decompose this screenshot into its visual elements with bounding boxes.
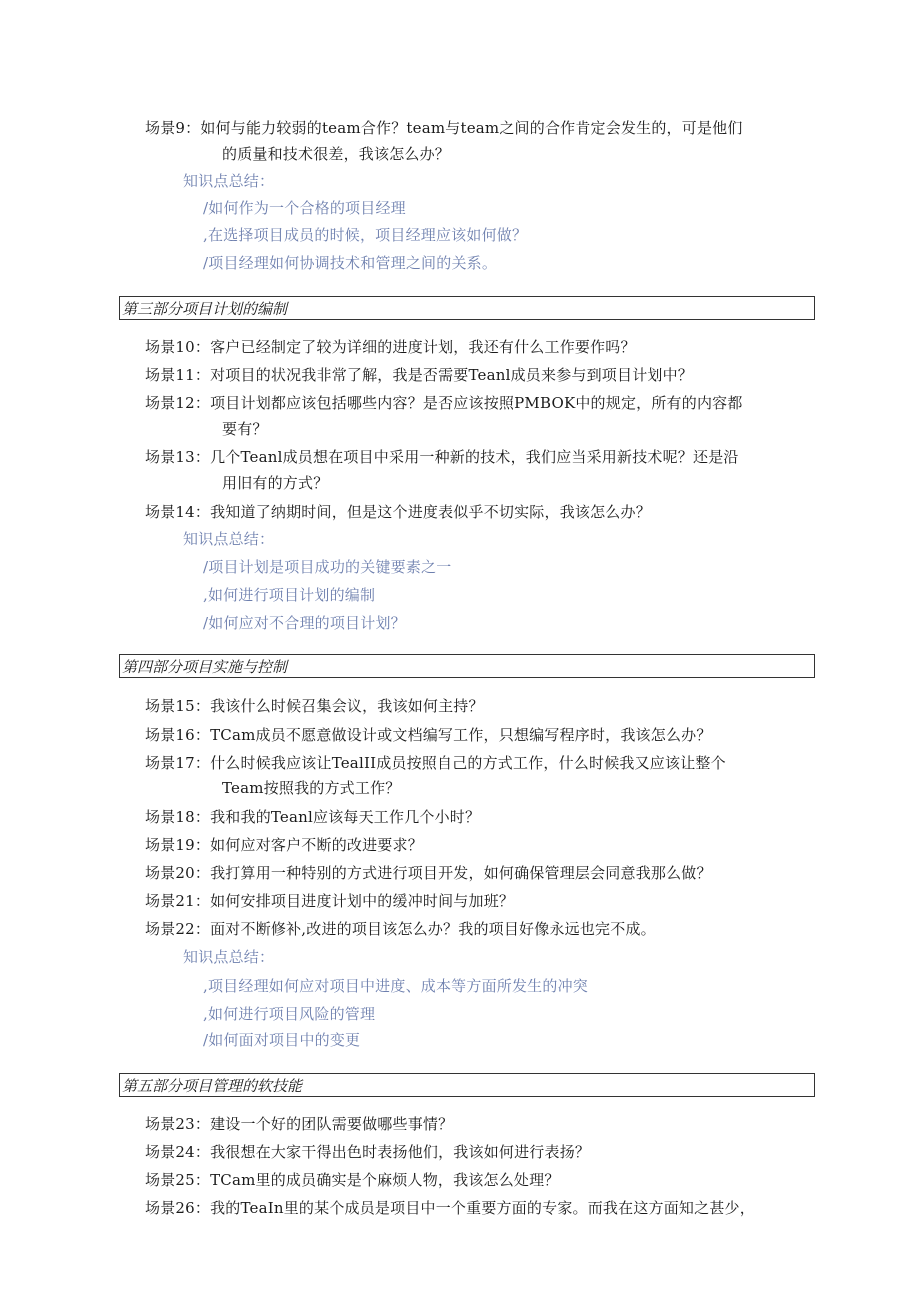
- scene-16: 场景16：TCam成员不愿意做设计或文档编写工作，只想编写程序时，我该怎么办？: [145, 726, 712, 744]
- scene-23: 场景23：建设一个好的团队需要做哪些事情？: [145, 1115, 454, 1133]
- scene-14: 场景14：我知道了纳期时间，但是这个进度表似乎不切实际，我该怎么办？: [145, 503, 651, 521]
- scene-12-line-1: 场景12：项目计划都应该包括哪些内容？是否应该按照PMBOK中的规定，所有的内容都: [145, 394, 743, 412]
- knowledge-point: /项目经理如何协调技术和管理之间的关系。: [203, 254, 498, 272]
- knowledge-summary-heading: 知识点总结：: [183, 948, 275, 966]
- scene-21: 场景21：如何安排项目进度计划中的缓冲时间与加班？: [145, 892, 515, 910]
- scene-15: 场景15：我该什么时候召集会议，我该如何主持？: [145, 697, 484, 715]
- section-heading-part-5: 第五部分项目管理的软技能: [119, 1073, 815, 1097]
- knowledge-point: /如何作为一个合格的项目经理: [203, 199, 406, 217]
- section-heading-part-4: 第四部分项目实施与控制: [119, 654, 815, 678]
- scene-19: 场景19：如何应对客户不断的改进要求？: [145, 836, 423, 854]
- knowledge-point: ,如何进行项目风险的管理: [203, 1005, 376, 1023]
- scene-18: 场景18：我和我的Teanl应该每天工作几个小时？: [145, 808, 481, 826]
- scene-9-line-1: 场景9：如何与能力较弱的team合作？team与team之间的合作肯定会发生的，可是他们: [145, 119, 743, 137]
- scene-26: 场景26：我的TeaIn里的某个成员是项目中一个重要方面的专家。而我在这方面知之甚少，: [145, 1199, 755, 1217]
- knowledge-point: ,项目经理如何应对项目中进度、成本等方面所发生的冲突: [203, 977, 588, 995]
- knowledge-point: ,如何进行项目计划的编制: [203, 586, 376, 604]
- scene-22: 场景22：面对不断修补,改进的项目该怎么办？我的项目好像永远也完不成。: [145, 920, 656, 938]
- scene-13-line-2: 用旧有的方式？: [222, 474, 329, 492]
- scene-25: 场景25：TCam里的成员确实是个麻烦人物，我该怎么处理？: [145, 1171, 560, 1189]
- scene-12-line-2: 要有？: [222, 420, 268, 438]
- knowledge-point: /如何面对项目中的变更: [203, 1031, 361, 1049]
- scene-9-line-2: 的质量和技术很差，我该怎么办？: [222, 145, 451, 163]
- knowledge-point: /如何应对不合理的项目计划？: [203, 614, 406, 632]
- scene-17-line-2: Team按照我的方式工作？: [222, 779, 401, 797]
- knowledge-point: ,在选择项目成员的时候，项目经理应该如何做？: [203, 226, 528, 244]
- knowledge-summary-heading: 知识点总结：: [183, 530, 275, 548]
- scene-11: 场景11：对项目的状况我非常了解，我是否需要Teanl成员来参与到项目计划中？: [145, 366, 694, 384]
- scene-24: 场景24：我很想在大家干得出色时表扬他们，我该如何进行表扬？: [145, 1143, 591, 1161]
- scene-17-line-1: 场景17：什么时候我应该让TealII成员按照自己的方式工作，什么时候我又应该让整个: [145, 754, 726, 772]
- knowledge-summary-heading: 知识点总结：: [183, 172, 275, 190]
- knowledge-point: /项目计划是项目成功的关键要素之一: [203, 558, 452, 576]
- scene-10: 场景10：客户已经制定了较为详细的进度计划，我还有什么工作要作吗？: [145, 338, 636, 356]
- scene-20: 场景20：我打算用一种特别的方式进行项目开发，如何确保管理层会同意我那么做？: [145, 864, 712, 882]
- scene-13-line-1: 场景13：几个Teanl成员想在项目中采用一种新的技术，我们应当采用新技术呢？还是沿: [145, 448, 739, 466]
- section-heading-part-3: 第三部分项目计划的编制: [119, 296, 815, 320]
